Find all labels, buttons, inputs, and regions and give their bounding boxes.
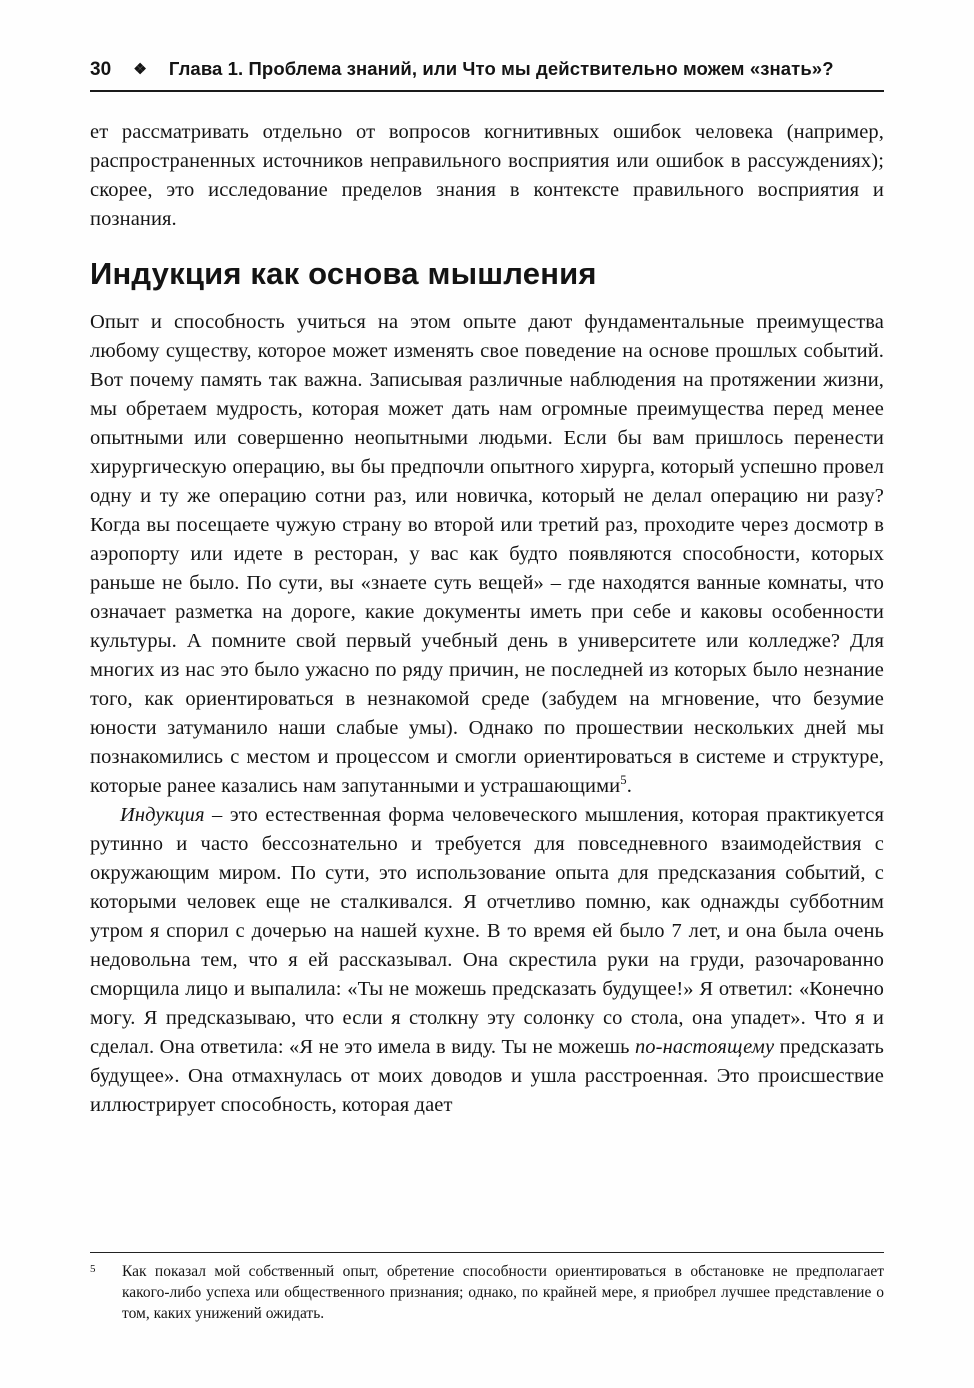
- header-rule: [90, 90, 884, 92]
- running-head-title: Глава 1. Проблема знаний, или Что мы действительно можем «знать»?: [168, 58, 834, 79]
- section-heading: Индукция как основа мышления: [90, 256, 597, 291]
- page-header: [90, 58, 884, 90]
- page-body: [90, 118, 884, 1120]
- footnote: [90, 1261, 884, 1324]
- paragraph-induction-experience: Опыт и способность учиться на этом опыте дают фундаментальные преимущества любому существу, которое может изменять свое поведение на основе прошлых событий. Вот почему память так важна. Записывая различные наблюдения на протяжении жизни, мы обретаем мудрость, которая может дать нам огромные преимущества перед менее опытными или совершенно неопытными людьми. Если бы вам пришлось перенести хирургическую операцию, вы бы предпочли опытного хирурга, который успешно провел одну и ту же операцию сотни раз, или новичка, который не делал операцию ни разу? Когда вы посещаете чужую страну во второй или третий раз, проходите через досмотр в аэропорту или идете в ресторан, у вас как будто появляются способности, которых раньше не было. По сути, вы «знаете суть вещей» – где находятся ванные комнаты, что означает разметка на дороге, какие документы иметь при себе и каковы особенности культуры. А помните свой первый учебный день в университете или колледже? Для многих из нас это было ужасно по ряду причин, не последней из которых было незнание того, как ориентироваться в незнакомой среде (забудем на мгновение, что безумие юности затуманило наши слабые умы). Однако по прошествии нескольких дней мы познакомились с местом и процессом и смогли ориентироваться в системе и структуре, которые ранее казались нам запутанными и устрашающими$^5$.: [90, 310, 884, 797]
- footnote-rule: [90, 1252, 884, 1253]
- page-number: 30: [90, 59, 112, 80]
- paragraph-continued: ет рассматривать отдельно от вопросов когнитивных ошибок человека (например, распространенных источников неправильного восприятия или ошибок в рассуждениях); скорее, это исследование пределов знания в контексте правильного восприятия и познания.: [90, 121, 884, 230]
- footnote-area: [90, 1252, 884, 1324]
- footnote-text: Как показал мой собственный опыт, обретение способности ориентироваться в обстановке не предполагает какого-либо успеха или общественного признания; однако, по крайней мере, я приобрел лучшее представление о том, каких унижений ожидать.: [122, 1263, 884, 1322]
- fleuron-icon: ❖: [133, 61, 147, 78]
- footnote-marker: 5: [90, 1263, 96, 1275]
- paragraph-induction-definition: Индукция – это естественная форма человеческого мышления, которая практикуется рутинно и часто бессознательно и требуется для повседневного взаимодействия с окружающим миром. По сути, это использование опыта для предсказания событий, с которыми человек еще не сталкивался. Я отчетливо помню, как однажды субботним утром я спорил с дочерью на нашей кухне. В то время ей было 7 лет, и она была очень недовольна тем, что я ей рассказывал. Она скрестила руки на груди, разочарованно сморщила лицо и выпалила: «Ты не можешь предсказать будущее!» Я ответил: «Конечно могу. Я предсказываю, что если я столкну эту солонку со стола, она упадет». Что я и сделал. Она ответила: «Я не это имела в виду. Ты не можешь по-настоящему предсказать будущее». Она отмахнулась от моих доводов и ушла расстроенная. Это происшествие иллюстрирует способность, которая дает: [90, 803, 884, 1116]
